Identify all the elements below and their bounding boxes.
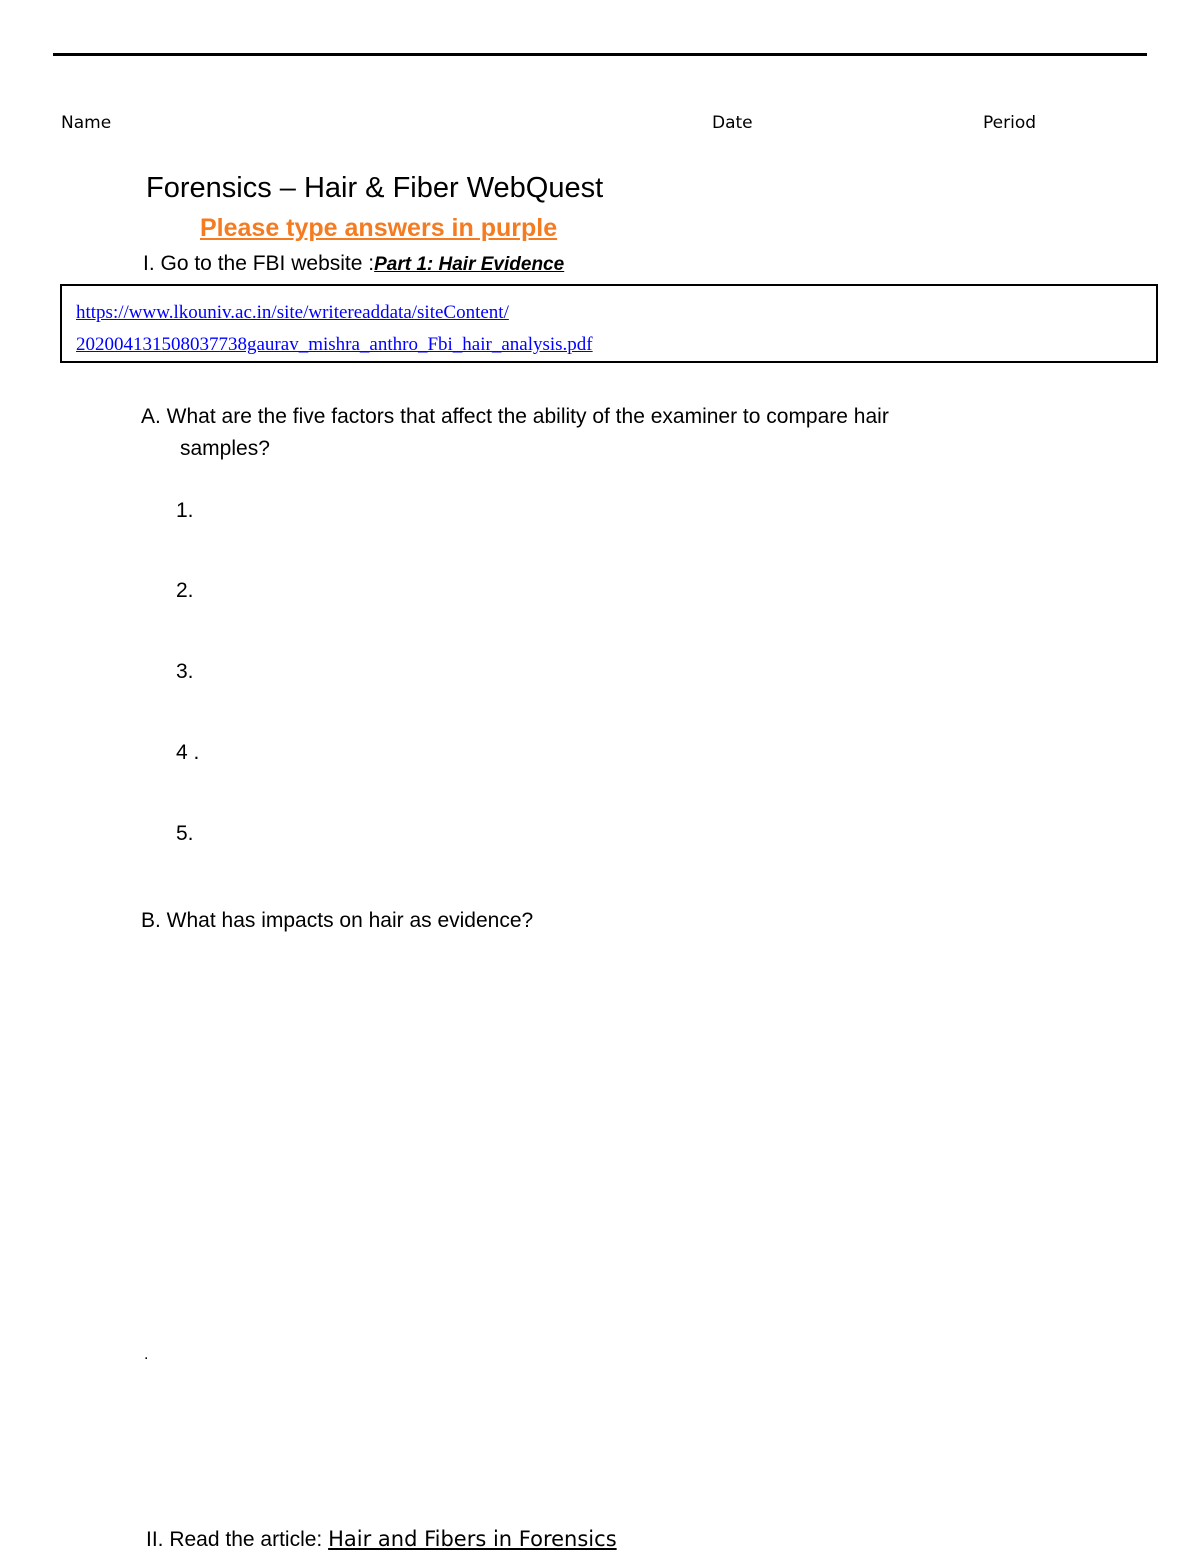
section-2-prefix: II. Read the article: (146, 1528, 329, 1551)
fbi-link-line-1[interactable]: https://www.lkouniv.ac.in/site/writereaddata/siteContent/ (76, 302, 509, 323)
question-a-line-1: A. What are the five factors that affect the ability of the examiner to compare hair (141, 405, 889, 428)
period-label: Period (983, 113, 1037, 133)
section-2-heading (146, 1527, 617, 1552)
answer-number-2: 2. (176, 579, 194, 602)
fbi-link-line-2[interactable]: 202004131508037738gaurav_mishra_anthro_Fbi_hair_analysis.pdf (76, 334, 593, 355)
name-label: Name (61, 113, 112, 133)
link-box (60, 284, 1158, 363)
answer-number-3: 3. (176, 660, 194, 683)
part-1-label: Part 1: Hair Evidence (374, 254, 565, 275)
answer-number-4: 4 . (176, 741, 200, 764)
article-title: Hair and Fibers in Forensics (328, 1527, 617, 1551)
answer-number-1: 1. (176, 499, 194, 522)
top-rule (53, 53, 1147, 56)
instruction-text: Please type answers in purple (200, 214, 558, 242)
date-label: Date (712, 113, 753, 133)
stray-mark: . (144, 1346, 149, 1363)
answer-number-5: 5. (176, 822, 194, 845)
question-b: B. What has impacts on hair as evidence? (141, 909, 534, 932)
section-1-heading (143, 252, 564, 276)
document-title: Forensics – Hair & Fiber WebQuest (146, 172, 604, 204)
question-a-line-2: samples? (180, 437, 270, 460)
section-1-prefix: I. Go to the FBI website : (143, 252, 375, 275)
